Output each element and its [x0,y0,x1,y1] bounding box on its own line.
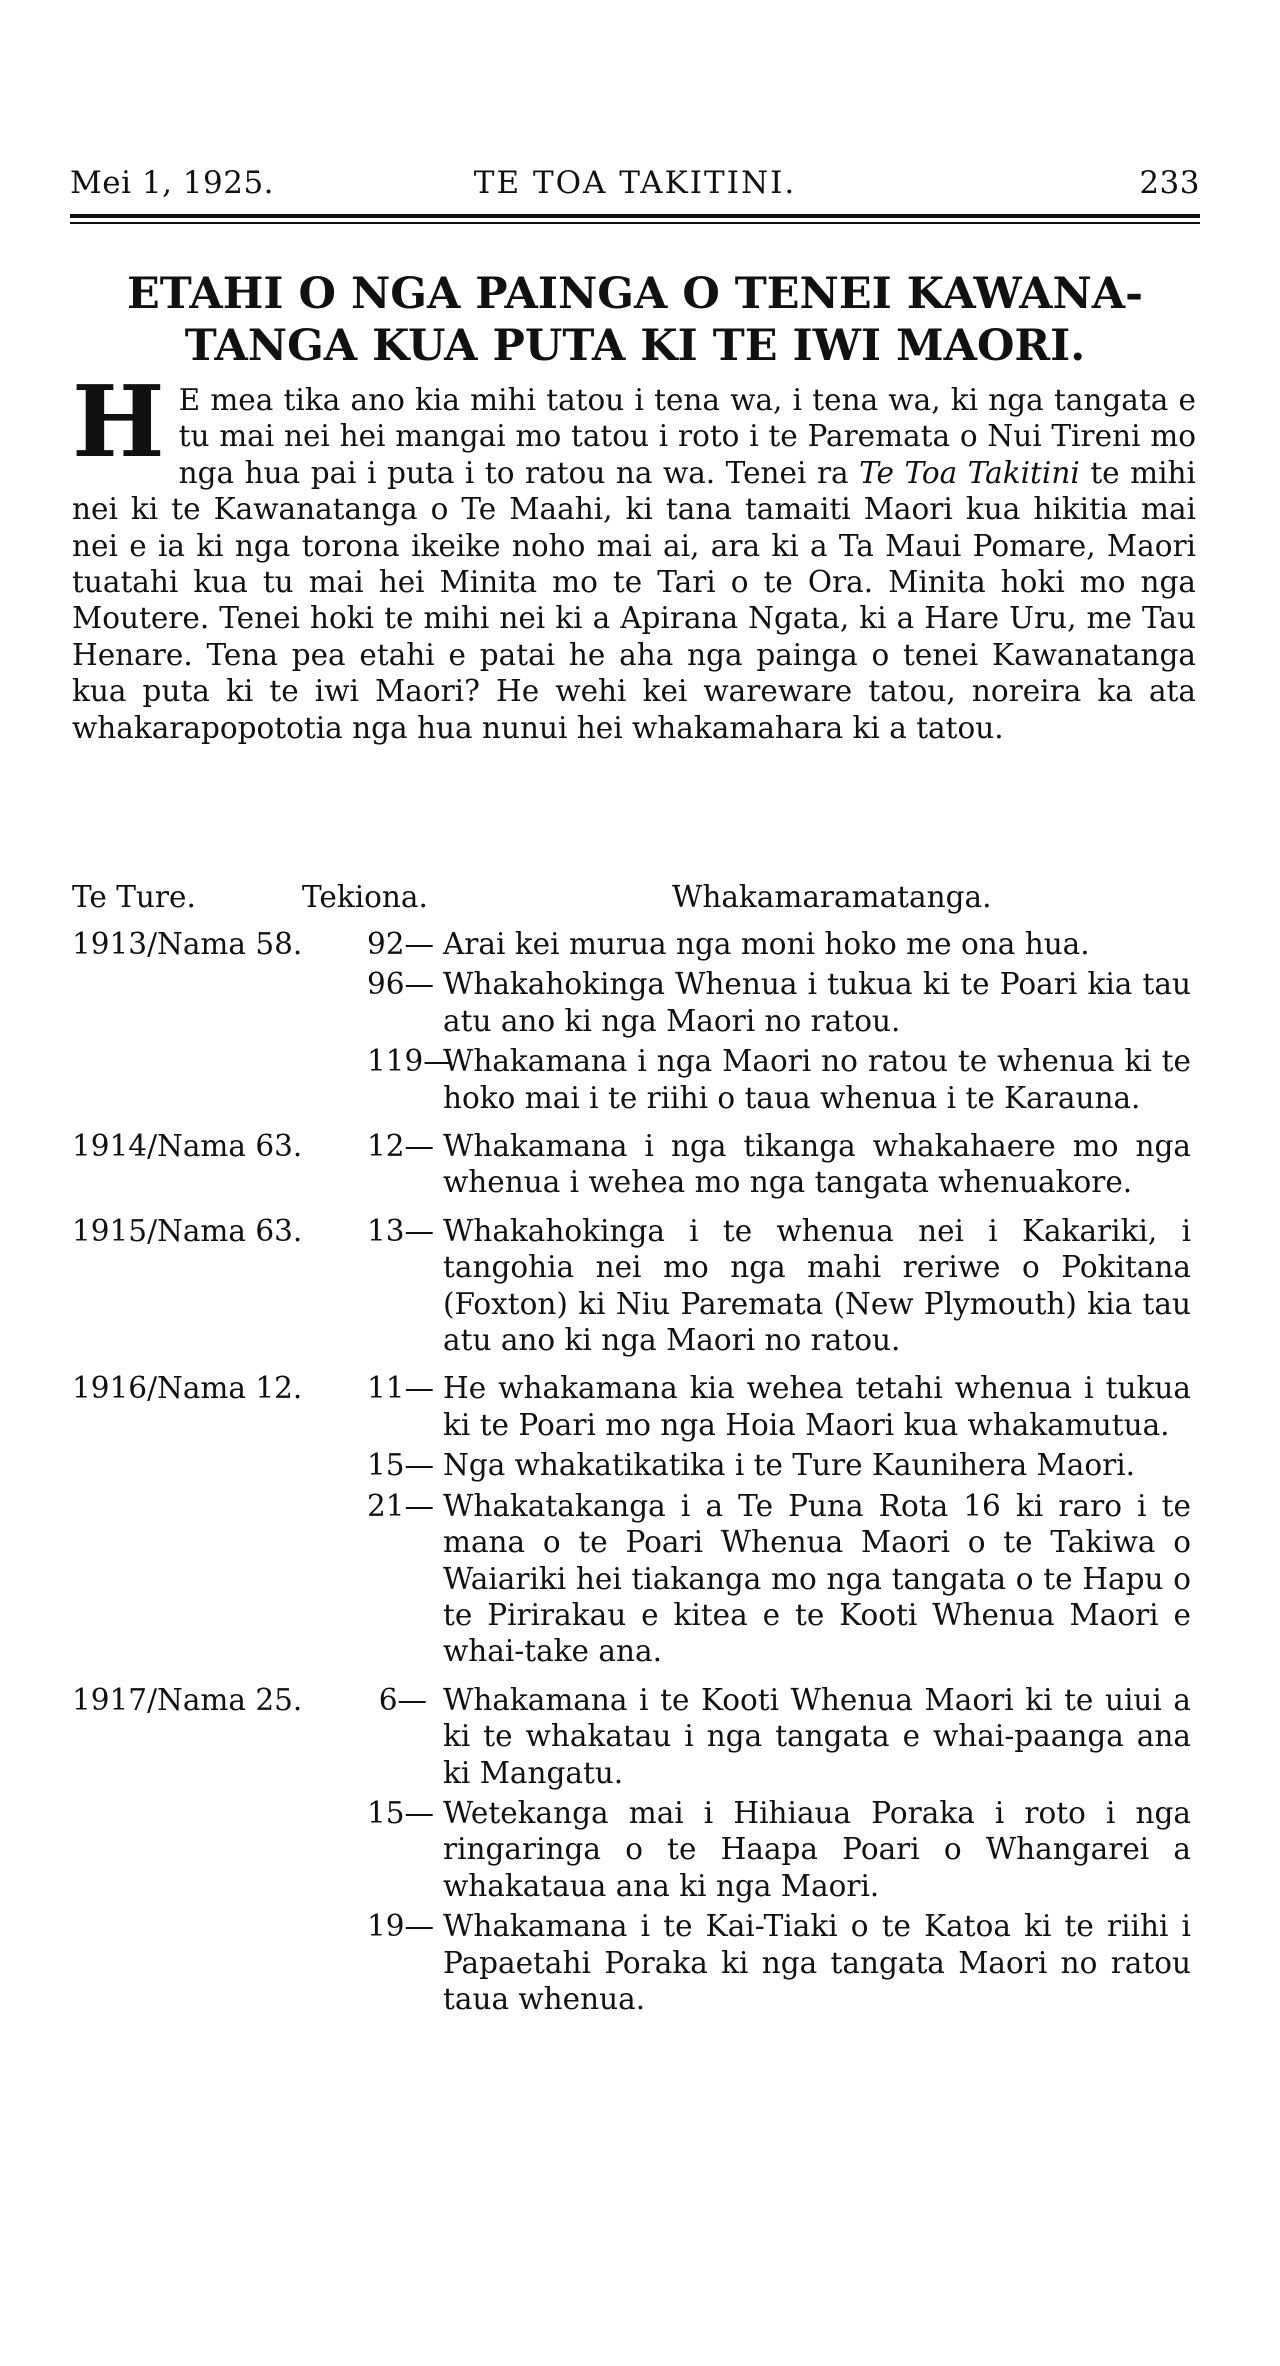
section-description: Whakamana i te Kooti Whenua Maori ki te uiui a ki te whakatau i nga tangata e whai-paanga ana ki Mangatu. [443,1682,1191,1790]
act-group [72,1370,1196,1669]
section-entry [367,1682,1196,1791]
section-description: Nga whakatikatika i te Ture Kaunihera Maori. [443,1448,1136,1483]
intro-text-1: E mea tika ano kia mihi tatou i tena wa, i tena wa, ki nga tangata e tu mai nei hei mangai mo tatou i roto i te Paremata o Nui Tireni mo nga hua pai i puta i to ratou na wa. Tenei ra [178,383,1196,490]
intro-italic-title: Te Toa Takitini [859,455,1080,490]
section-description: Arai kei murua nga moni hoko me ona hua. [443,927,1090,961]
drop-cap: H [72,365,165,480]
section-number: 21— [367,1488,435,1523]
table-column-headers [72,880,1196,920]
section-entry [367,1447,1196,1483]
column-header-whakamaramatanga: Whakamaramatanga. [672,880,992,914]
intro-paragraph [72,365,1196,746]
column-header-ture: Te Ture. [72,880,196,914]
act-number: 1915/Nama 63. [72,1213,303,1248]
intro-text-2: te mihi nei ki te Kawanatanga o Te Maahi, ki tana tamaiti Maori kua hikitia mai nei e ia ki nga torona ikeike noho mai ai, ara ki a Ta Maui Pomare, Maori tuatahi kua tu mai hei Minita mo te Tari o te Ora. Minita hoki mo nga Moutere. Tenei hoki te mihi nei ki a Apirana Ngata, ki a Hare Uru, me Tau Henare. Tena pea etahi e patai he aha nga painga o tenei Kawanatanga kua puta ki te iwi Maori? He wehi kei wareware tatou, noreira ka ata whakarapopototia nga hua nunui hei whakamahara ki a tatou. [72,455,1196,745]
header-rule-thin [70,222,1200,224]
section-entry [367,1795,1196,1904]
article-headline [70,268,1200,372]
act-number: 1913/Nama 58. [72,927,303,961]
act-group [72,926,1196,1116]
legislation-table [72,926,1196,2029]
section-entry [367,1213,1196,1359]
running-header [70,165,1200,205]
section-number: 12— [367,1129,435,1164]
section-entry [367,1908,1196,2017]
section-description: Whakamana i nga tikanga whakahaere mo nga whenua i wehea mo nga tangata whenuakore. [443,1129,1191,1200]
act-number: 1917/Nama 25. [72,1682,303,1717]
issue-date: Mei 1, 1925. [70,165,275,201]
section-entry [367,926,1196,962]
section-entry [367,1370,1196,1443]
section-number: 13— [367,1213,435,1248]
header-rule-thick [70,214,1200,218]
act-number: 1916/Nama 12. [72,1371,303,1406]
section-number: 6— [378,1682,427,1717]
section-description: Whakahokinga Whenua i tukua ki te Poari kia tau atu ano ki nga Maori no ratou. [443,967,1191,1038]
section-entry [367,1043,1196,1116]
section-description: Whakatakanga i a Te Puna Rota 16 ki raro i te mana o te Poari Whenua Maori o te Takiwa o Waiariki hei tiakanga mo nga tangata o te Hapu o te Pirirakau e kitea e te Kooti Whenua Maori e whai-take ana. [443,1488,1191,1669]
headline-line-2: TANGA KUA PUTA KI TE IWI MAORI. [184,321,1086,371]
section-description: Wetekanga mai i Hihiaua Poraka i roto i nga ringaringa o te Haapa Poari o Whangarei a whakataua ana ki nga Maori. [443,1795,1191,1903]
section-number: 92— [367,927,435,961]
section-description: He whakamana kia wehea tetahi whenua i tukua ki te Poari mo nga Hoia Maori kua whakamutua. [443,1371,1191,1442]
section-number: 11— [367,1371,435,1406]
section-entry [367,1488,1196,1670]
section-entry [367,1128,1196,1201]
section-description: Whakahokinga i te whenua nei i Kakariki, i tangohia nei mo nga mahi reriwe o Pokitana (Foxton) ki Niu Paremata (New Plymouth) kia tau atu ano ki nga Maori no ratou. [443,1213,1191,1358]
section-entry [367,966,1196,1039]
headline-line-1: ETAHI O NGA PAINGA O TENEI KAWANA- [127,269,1143,319]
section-description: Whakamana i te Kai-Tiaki o te Katoa ki te riihi i Papaetahi Poraka ki nga tangata Maori no ratou taua whenua. [443,1909,1191,2016]
act-number: 1914/Nama 63. [72,1129,303,1164]
act-group [72,1213,1196,1359]
section-number: 96— [367,967,435,1002]
section-number: 119— [367,1044,453,1079]
act-group [72,1682,1196,2018]
column-header-tekiona: Tekiona. [302,880,428,914]
section-number: 15— [367,1795,435,1830]
publication-title: TE TOA TAKITINI. [473,165,797,201]
section-description: Whakamana i nga Maori no ratou te whenua ki te hoko mai i te riihi o taua whenua i te Karauna. [443,1044,1191,1115]
act-group [72,1128,1196,1201]
section-number: 19— [367,1909,435,1944]
page-number: 233 [1139,165,1200,201]
section-number: 15— [367,1448,435,1483]
